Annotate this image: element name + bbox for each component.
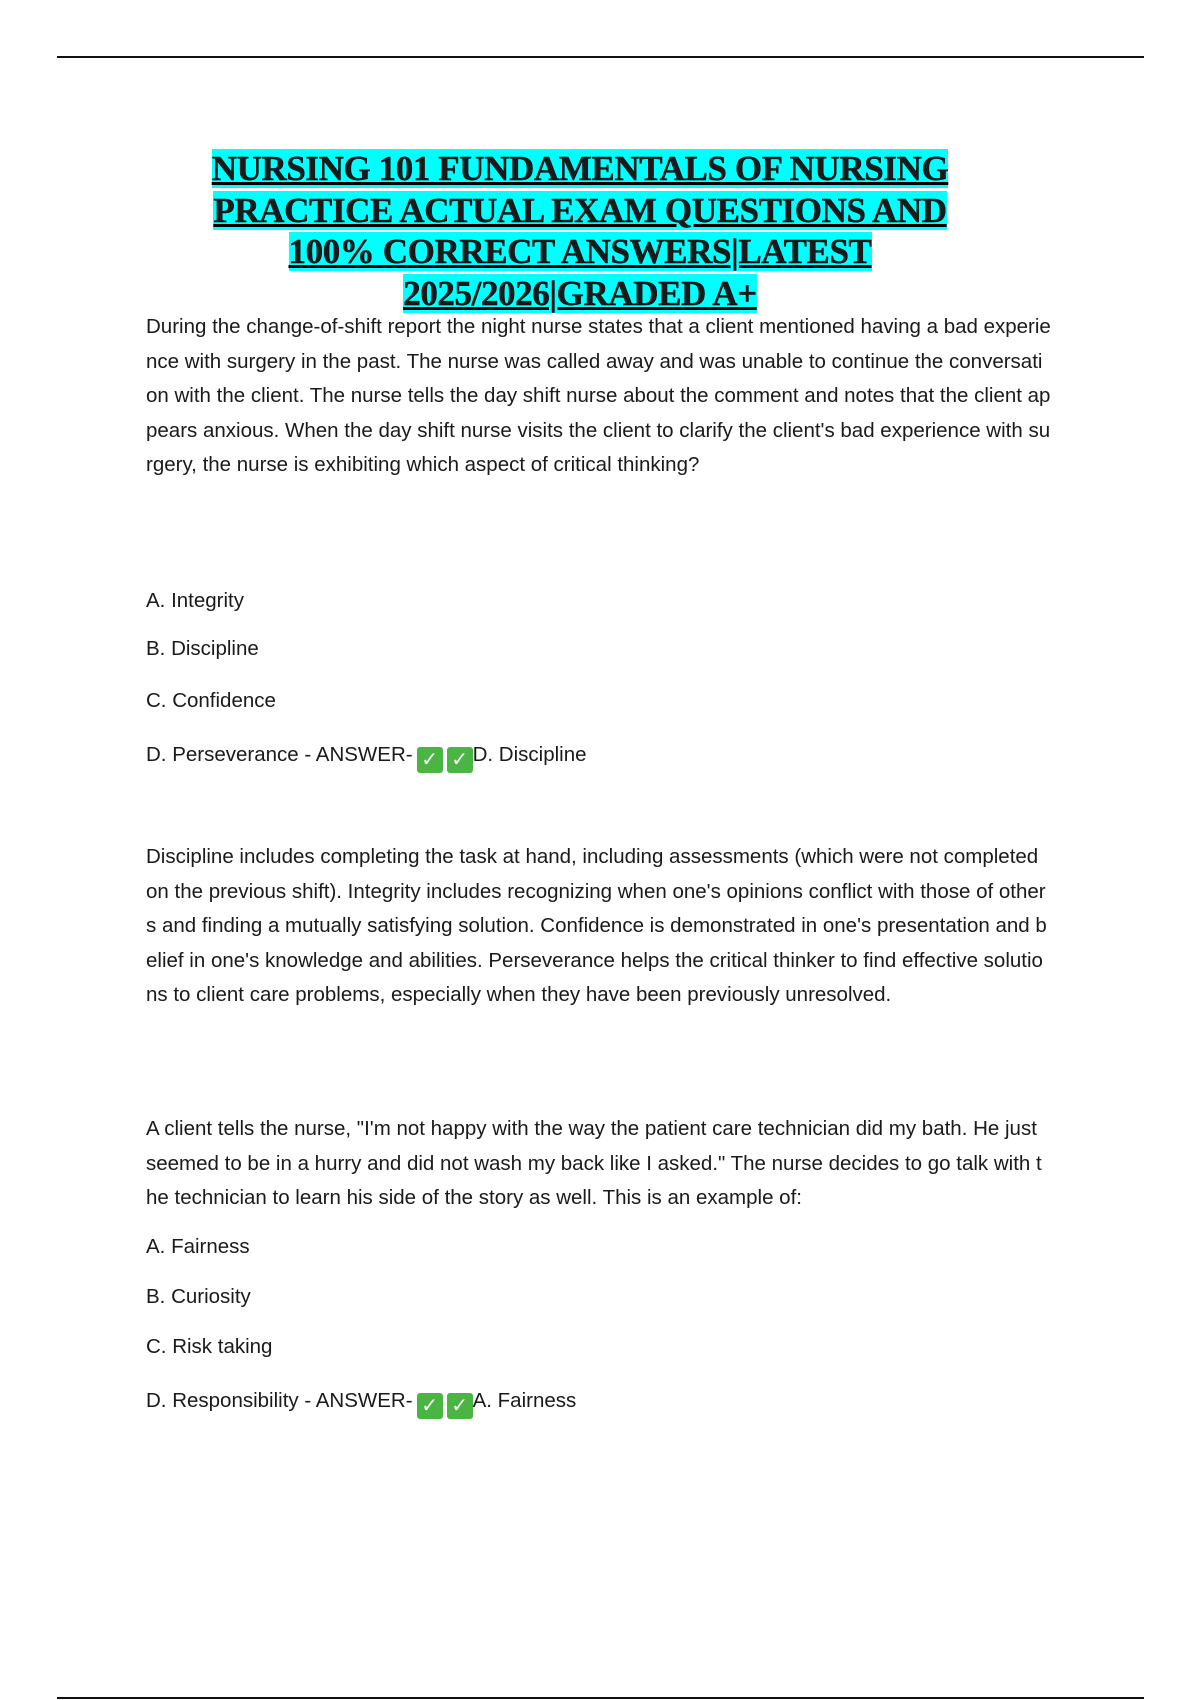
q2-option-d: D. Responsibility bbox=[146, 1389, 299, 1412]
q1-answer: D. Discipline bbox=[472, 743, 587, 766]
question-2-text: A client tells the nurse, "I'm not happy with the way the patient care technician did my bath. He just seemed to be in a hurry and did not wash my back like I asked." The nurse decides to go talk with the technician to learn his side of the story as well. This is an example of: bbox=[146, 1117, 1042, 1209]
bottom-rule bbox=[57, 1697, 1144, 1699]
title-line-2: PRACTICE ACTUAL EXAM QUESTIONS AND bbox=[213, 190, 947, 230]
question-1-text: During the change-of-shift report the night nurse states that a client mentioned having a bad experience with surgery in the past. The nurse was called away and was unable to continue the conversation with the client. The nurse tells the day shift nurse about the comment and notes that the client appears anxious. When the day shift nurse visits the client to clarify the client's bad experience with surgery, the nurse is exhibiting which aspect of critical thinking? bbox=[146, 315, 1051, 476]
q2-option-b: B. Curiosity bbox=[146, 1285, 251, 1308]
document-title bbox=[130, 148, 1030, 314]
q1-answer-prefix: - ANSWER- bbox=[298, 743, 413, 766]
q1-option-b: B. Discipline bbox=[146, 637, 259, 660]
check-mark-icon: ✓ bbox=[447, 1393, 473, 1419]
q2-option-a: A. Fairness bbox=[146, 1235, 250, 1258]
top-rule bbox=[57, 56, 1144, 58]
q2-answer-prefix: - ANSWER- bbox=[298, 1389, 413, 1412]
q1-option-c: C. Confidence bbox=[146, 689, 276, 712]
q2-answer: A. Fairness bbox=[472, 1389, 577, 1412]
q1-option-d-answer-line bbox=[146, 740, 587, 773]
q2-option-d-answer-line bbox=[146, 1386, 576, 1419]
q1-option-d: D. Perseverance bbox=[146, 743, 299, 766]
title-line-4: 2025/2026|GRADED A+ bbox=[403, 273, 757, 313]
check-mark-icon: ✓ bbox=[417, 747, 443, 773]
title-line-1: NURSING 101 FUNDAMENTALS OF NURSING bbox=[211, 149, 949, 188]
check-mark-icon: ✓ bbox=[447, 747, 473, 773]
question-1-rationale: Discipline includes completing the task at hand, including assessments (which were not completed on the previous shift). Integrity includes recognizing when one's opinions conflict with those of others and finding a mutually satisfying solution. Confidence is demonstrated in one's presentation and belief in one's knowledge and abilities. Perseverance helps the critical thinker to find effective solutions to client care problems, especially when they have been previously unresolved. bbox=[146, 845, 1047, 1006]
title-line-3: 100% CORRECT ANSWERS|LATEST bbox=[288, 232, 872, 271]
q2-option-c: C. Risk taking bbox=[146, 1335, 273, 1358]
check-mark-icon: ✓ bbox=[417, 1393, 443, 1419]
q1-option-a: A. Integrity bbox=[146, 589, 244, 612]
